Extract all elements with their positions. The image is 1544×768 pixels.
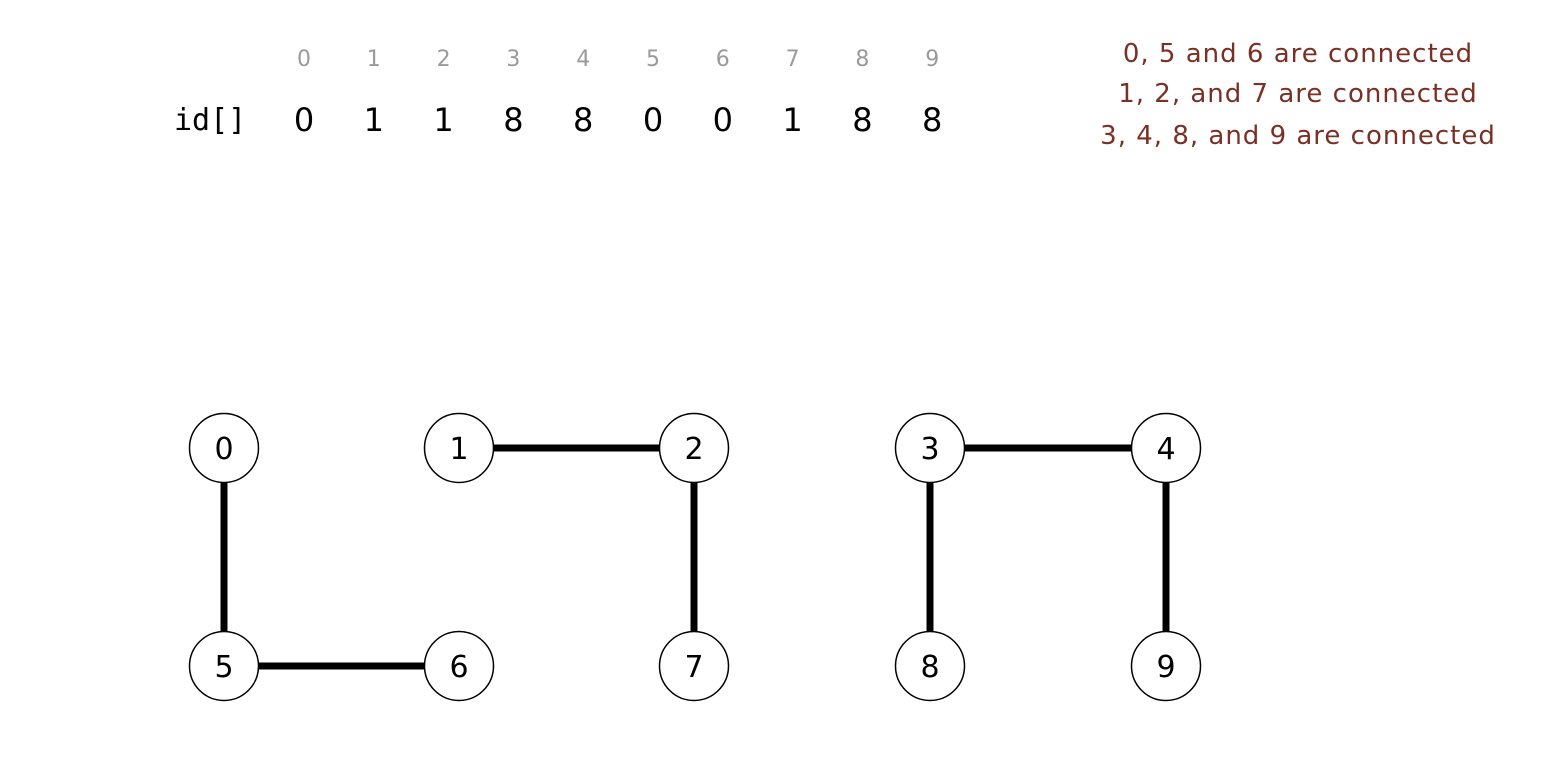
- array-value-3: 8: [503, 101, 524, 139]
- array-index-row: [297, 47, 939, 72]
- array-index-0: 0: [297, 47, 311, 72]
- array-value-0: 0: [293, 101, 315, 139]
- array-name: id[]: [174, 103, 247, 138]
- node-0: [190, 414, 259, 483]
- array-value-4: 8: [573, 101, 594, 139]
- array-value-2: 1: [433, 101, 454, 139]
- node-label-0: 0: [214, 432, 234, 467]
- array-value-6: 0: [712, 101, 733, 139]
- array-value-8: 8: [852, 101, 873, 139]
- node-label-4: 4: [1156, 432, 1176, 467]
- node-label-2: 2: [684, 432, 704, 467]
- node-5: [190, 632, 259, 701]
- array-index-1: 1: [366, 47, 381, 72]
- node-4: [1132, 414, 1201, 483]
- array-value-row: [294, 101, 943, 139]
- node-label-3: 3: [920, 432, 940, 467]
- array-index-6: 6: [715, 47, 730, 72]
- note-line-0: 0, 5 and 6 are connected: [1122, 39, 1474, 69]
- connectivity-notes: [1100, 39, 1496, 151]
- array-index-7: 7: [785, 47, 800, 72]
- array-index-3: 3: [506, 47, 521, 72]
- array-value-7: 1: [782, 101, 803, 139]
- array-index-5: 5: [646, 47, 660, 72]
- array-index-4: 4: [576, 47, 591, 72]
- node-9: [1132, 632, 1201, 701]
- array-value-1: 1: [363, 101, 384, 139]
- note-line-1: 1, 2, and 7 are connected: [1118, 79, 1478, 109]
- node-label-1: 1: [449, 432, 469, 467]
- array-index-2: 2: [436, 47, 451, 72]
- node-6: [425, 632, 494, 701]
- array-value-9: 8: [922, 101, 943, 139]
- node-label-5: 5: [214, 650, 234, 685]
- note-line-2: 3, 4, 8, and 9 are connected: [1100, 121, 1496, 151]
- node-8: [896, 632, 965, 701]
- array-value-5: 0: [642, 101, 664, 139]
- node-3: [896, 414, 965, 483]
- node-2: [660, 414, 729, 483]
- node-label-7: 7: [684, 650, 704, 685]
- array-index-9: 9: [925, 47, 940, 72]
- node-1: [425, 414, 494, 483]
- node-label-6: 6: [449, 650, 469, 685]
- node-7: [660, 632, 729, 701]
- array-index-8: 8: [855, 47, 870, 72]
- node-label-8: 8: [920, 650, 940, 685]
- node-label-9: 9: [1156, 650, 1176, 685]
